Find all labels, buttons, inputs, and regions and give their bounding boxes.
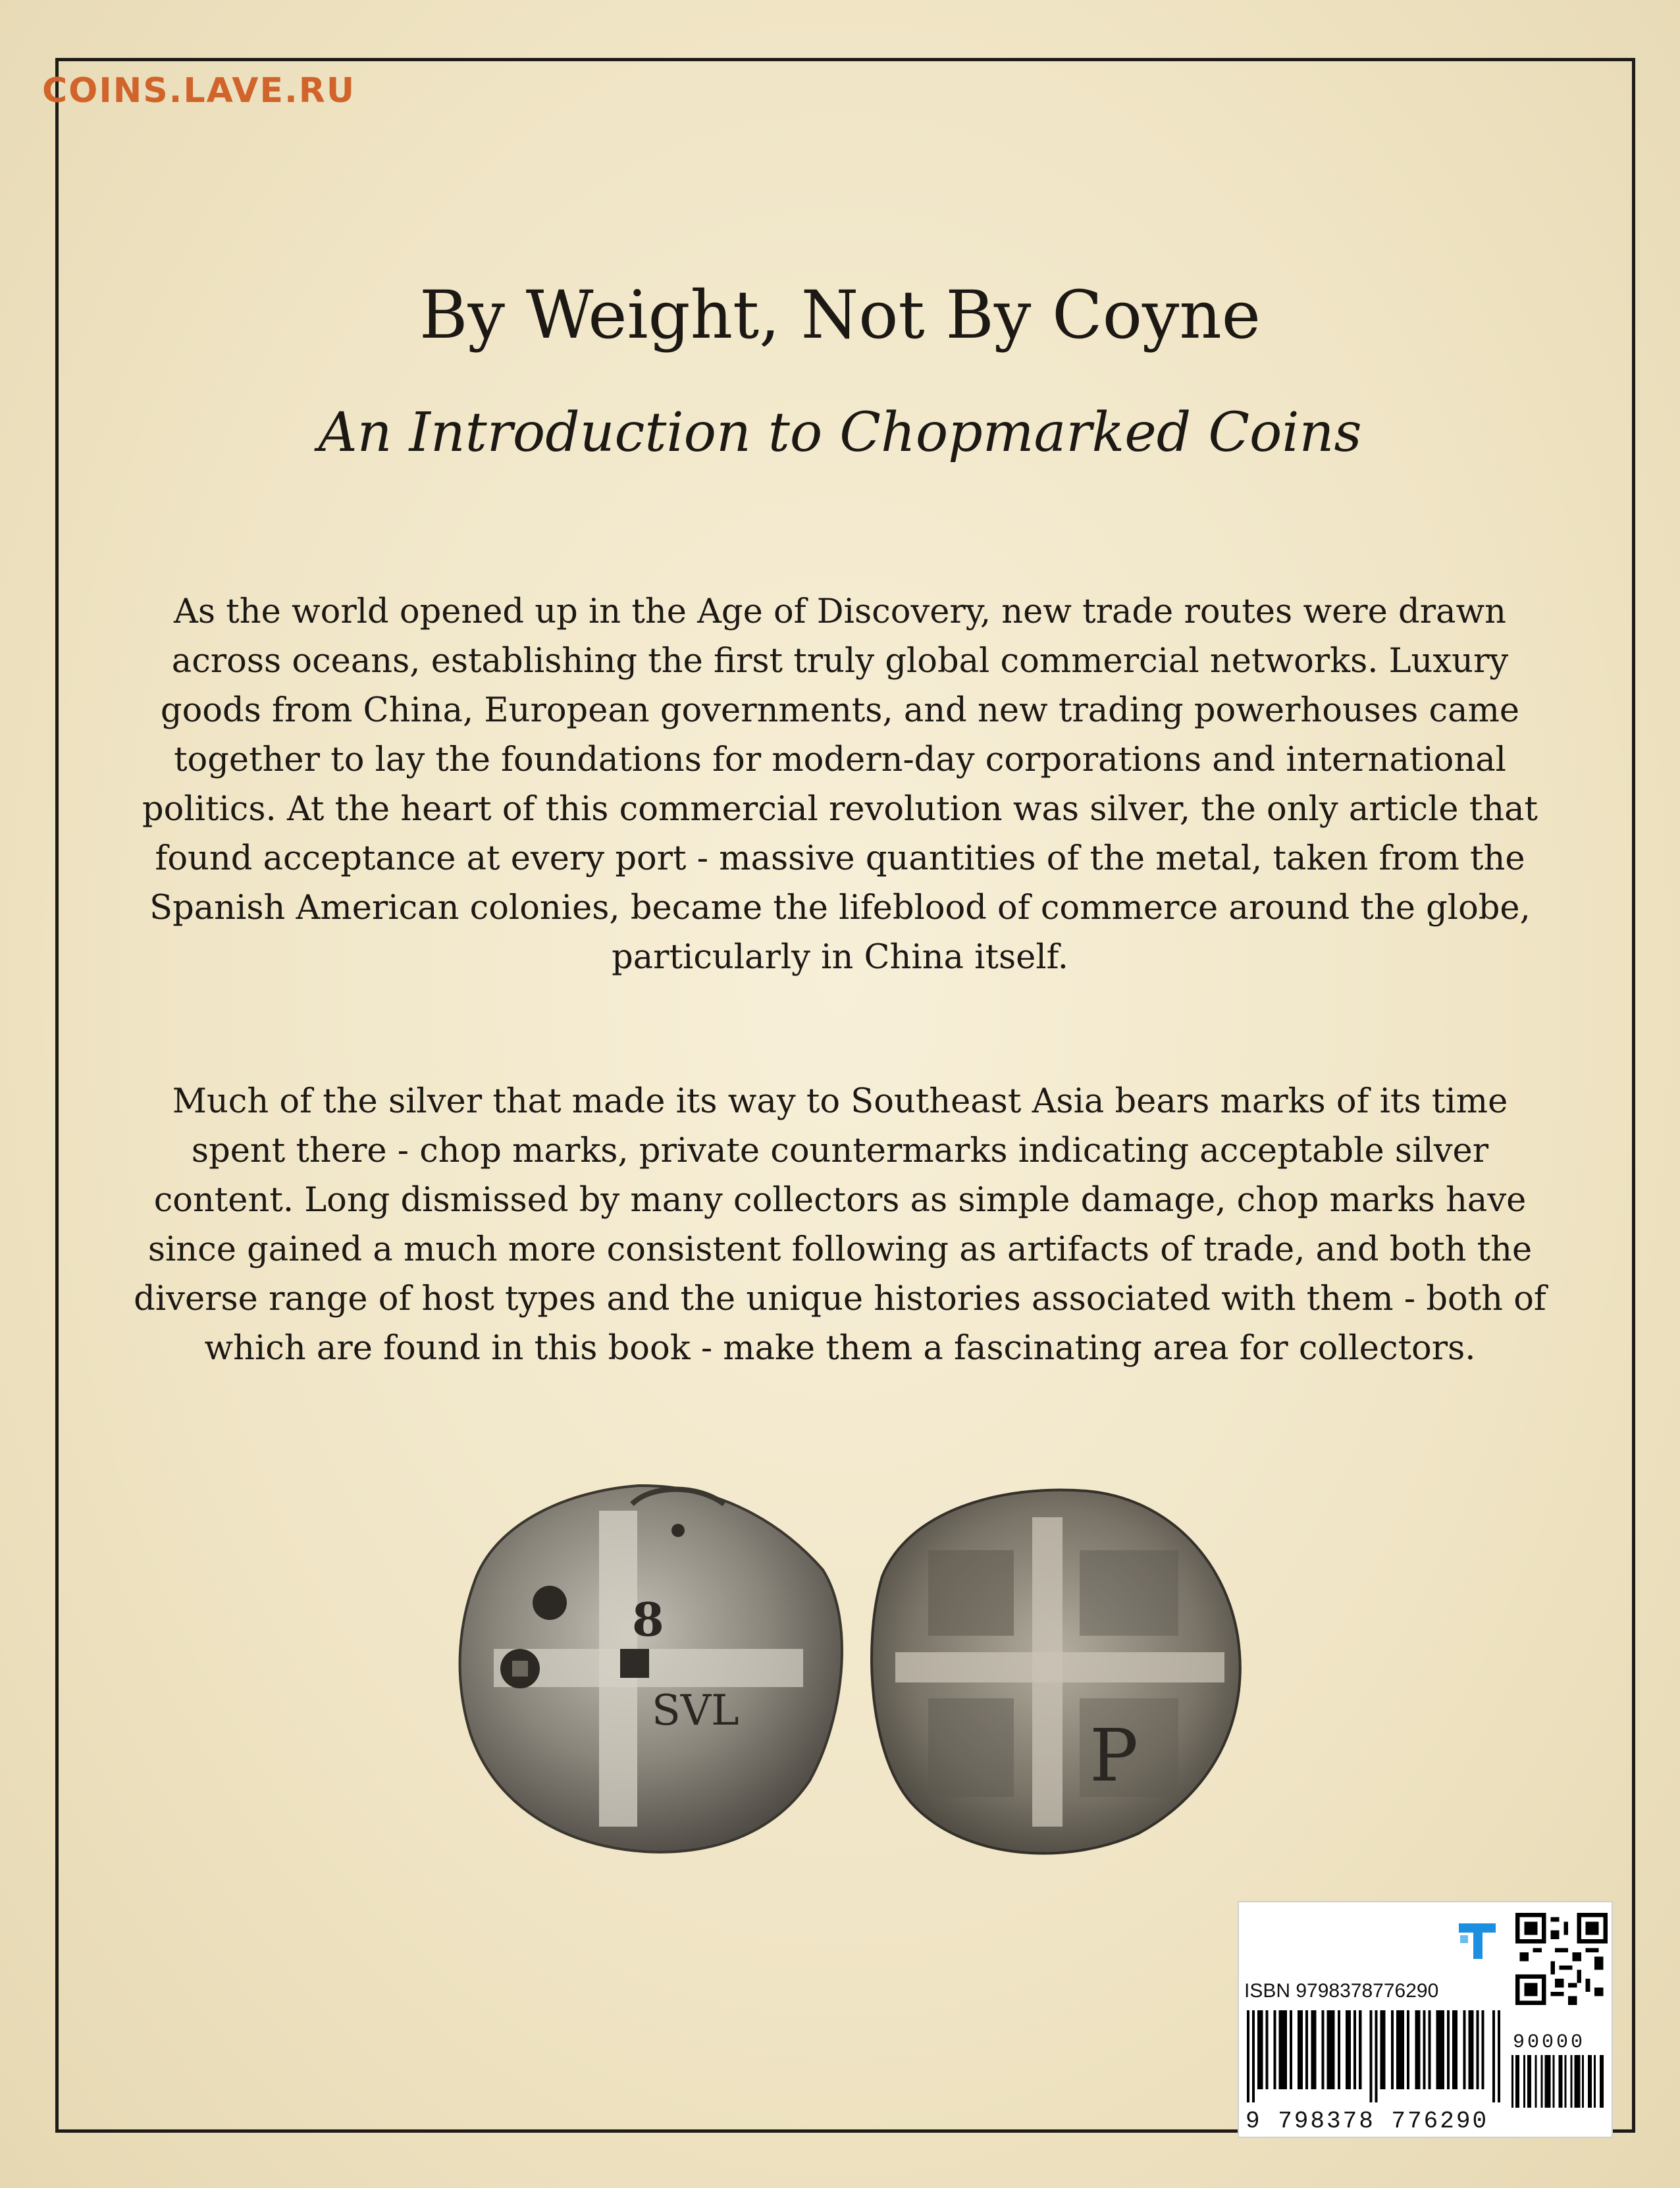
book-subtitle: An Introduction to Chopmarked Coins [318, 402, 1362, 464]
coin-mark: P [1089, 1713, 1139, 1798]
publisher-logo-icon [1456, 1919, 1498, 1962]
isbn-digits: 9 798378 776290 [1246, 2108, 1489, 2135]
isbn-label: ISBN 9798378776290 [1244, 1980, 1439, 2002]
blurb-paragraph-2: Much of the silver that made its way to Southeast Asia bears marks of its time spent there - chop marks, private countermarks indicating acceptable silver content. Long dismissed by many collectors as simple damage, chop marks have since gained a much more consistent following as artifacts of trade, and both the diverse range of host types and the unique histories associated with them - both of which are found in this book - make them a fascinating area for collectors. [134, 1082, 1546, 1368]
isbn-barcode [1247, 2010, 1500, 2102]
right-coin [872, 1490, 1240, 1854]
price-code: 90000 [1513, 2031, 1586, 2054]
qr-code-icon [1515, 1913, 1608, 2005]
left-coin [460, 1486, 842, 1852]
price-barcode [1511, 2055, 1604, 2108]
isbn-barcode-box [1238, 1901, 1613, 2138]
book-title: By Weight, Not By Coyne [419, 276, 1261, 353]
coin-numeral: 8 [632, 1592, 664, 1647]
blurb-paragraph-1: As the world opened up in the Age of Discovery, new trade routes were drawn across oceans, establishing the first truly global commercial networks. Luxury goods from China, European governments, and new trading powerhouses came together to lay the foundations for modern-day corporations and international politics. At the heart of this commercial revolution was silver, the only article that found acceptance at every port - massive quantities of the metal, taken from the Spanish American colonies, became the lifeblood of commerce around the globe, particularly in China itself. [142, 592, 1538, 977]
coin-legend: SVL [652, 1686, 739, 1735]
watermark-text: COINS.LAVE.RU [42, 71, 356, 111]
coin-photos [434, 1471, 1251, 1866]
